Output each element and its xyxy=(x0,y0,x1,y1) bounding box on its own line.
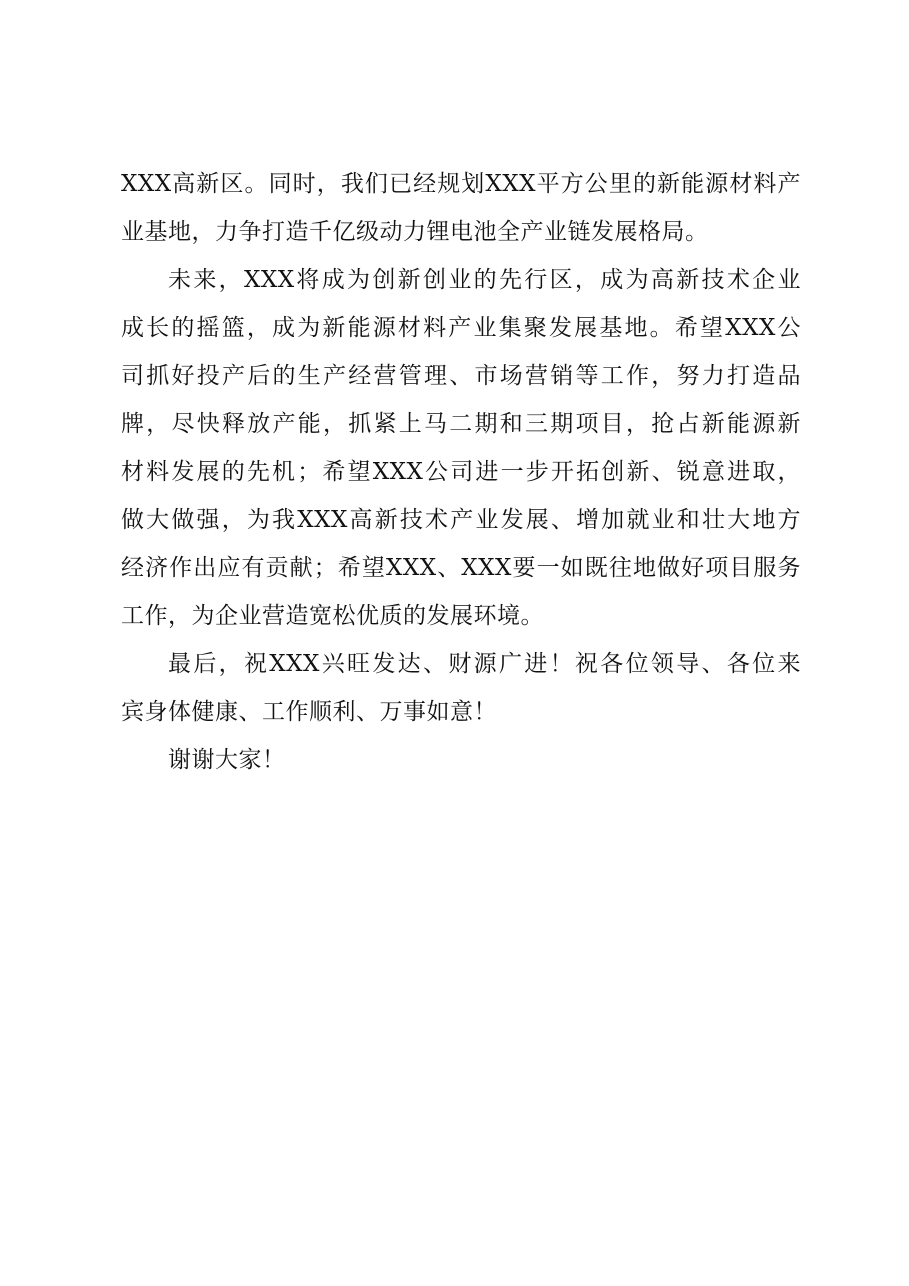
paragraph-2-line-5: 材料发展的先机；希望XXX公司进一步开拓创新、锐意进取， xyxy=(121,459,801,485)
document-body xyxy=(121,160,801,784)
paragraph-2-line-2: 成长的摇篮，成为新能源材料产业集聚发展基地。希望XXX公 xyxy=(121,315,801,341)
paragraph-2-line-8: 工作，为企业营造宽松优质的发展环境。 xyxy=(121,603,544,629)
paragraph-2-line-4: 牌，尽快释放产能，抓紧上马二期和三期项目，抢占新能源新 xyxy=(121,411,801,437)
paragraph-2-line-6: 做大做强，为我XXX高新技术产业发展、增加就业和壮大地方 xyxy=(121,507,801,533)
paragraph-2-line-1: 未来，XXX将成为创新创业的先行区，成为高新技术企业 xyxy=(168,267,801,293)
paragraph-2-line-3: 司抓好投产后的生产经营管理、市场营销等工作，努力打造品 xyxy=(121,363,801,389)
paragraph-2-line-7: 经济作出应有贡献；希望XXX、XXX要一如既往地做好项目服务 xyxy=(121,555,801,581)
paragraph-1-line-1: XXX高新区。同时，我们已经规划XXX平方公里的新能源材料产 xyxy=(121,171,801,197)
paragraph-1-line-2: 业基地，力争打造千亿级动力锂电池全产业链发展格局。 xyxy=(121,219,709,245)
paragraph-3-line-2: 宾身体健康、工作顺利、万事如意！ xyxy=(121,699,497,725)
paragraph-3-line-1: 最后，祝XXX兴旺发达、财源广进！祝各位领导、各位来 xyxy=(168,651,801,677)
closing-thanks: 谢谢大家！ xyxy=(168,747,286,773)
